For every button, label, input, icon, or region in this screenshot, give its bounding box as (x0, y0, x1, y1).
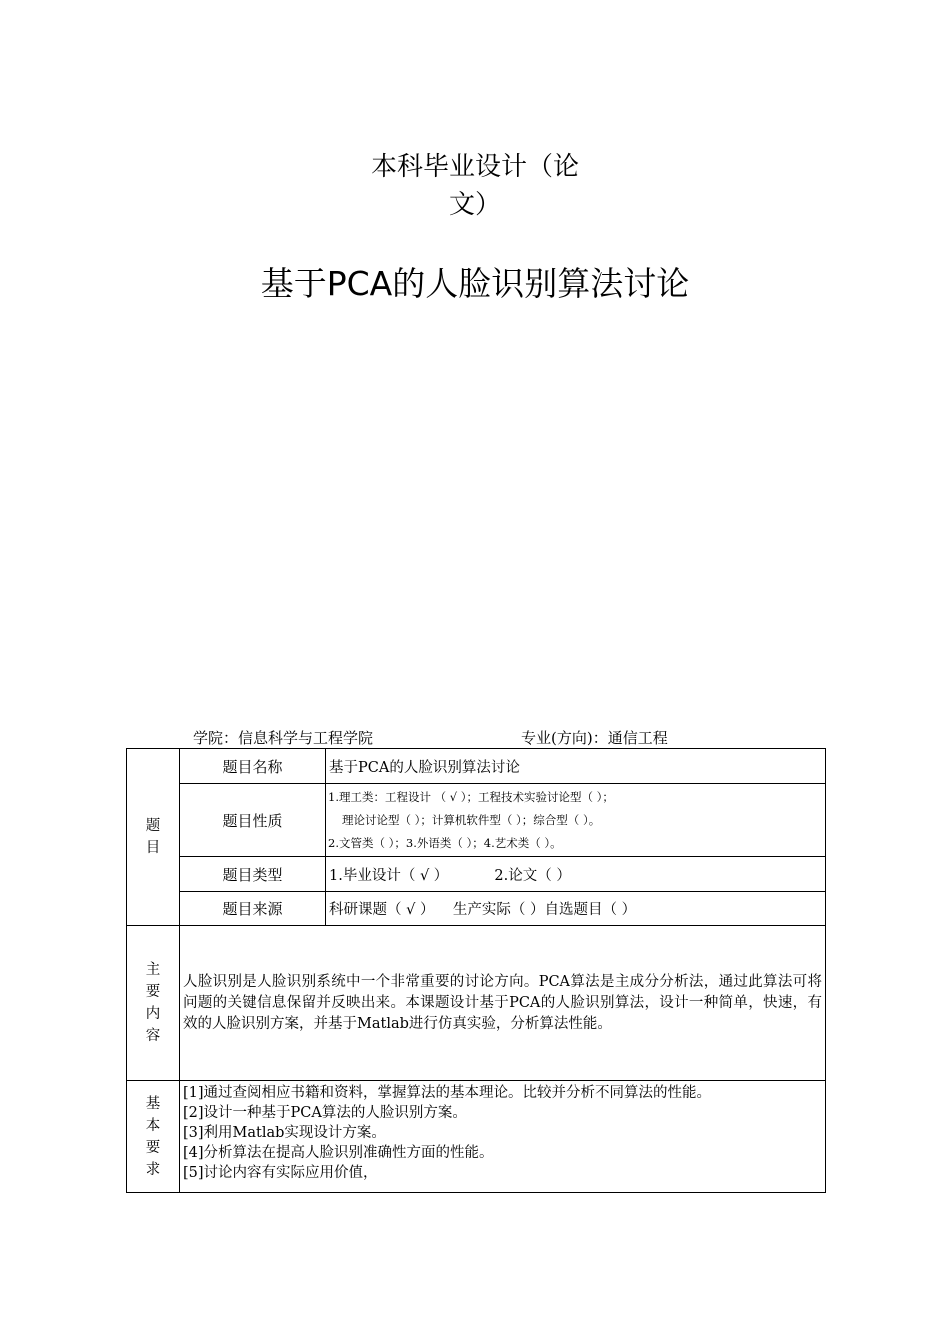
table-row-topic-nature (127, 784, 826, 857)
topic-type-label: 题目类型 (180, 857, 326, 892)
table-row-topic-source (127, 892, 826, 926)
requirement-item: [5]讨论内容有实际应用价值， (183, 1165, 378, 1181)
section-label-requirements: 基 本 要 求 (127, 1081, 180, 1193)
task-table (126, 748, 826, 1193)
requirement-item: [3]利用Matlab实现设计方案。 (183, 1125, 386, 1141)
topic-name-label: 题目名称 (180, 749, 326, 784)
requirements-list (180, 1081, 826, 1193)
table-row-topic-name (127, 749, 826, 784)
table-row-topic-type (127, 857, 826, 892)
thesis-title: 基于PCA的人脸识别算法讨论 (260, 264, 690, 303)
doc-title-line-1: 本科毕业设计（论 (370, 152, 579, 182)
topic-source-label: 题目来源 (180, 892, 326, 926)
college-label: 学院：信息科学与工程学院 (193, 729, 374, 747)
topic-type-value: 1.毕业设计（ √ ） 2.论文（ ） (326, 857, 826, 892)
nature-line-3: 2.文管类（ ）；3.外语类（ ）；4.艺术类（ ）。 (328, 835, 562, 850)
section-label-topic: 题 目 (127, 749, 180, 926)
major-label: 专业(方向)：通信工程 (521, 729, 668, 747)
requirement-item: [1]通过查阅相应书籍和资料，掌握算法的基本理论。比较并分析不同算法的性能。 (183, 1085, 712, 1101)
topic-name-value: 基于PCA的人脸识别算法讨论 (326, 749, 826, 784)
section-label-content: 主 要 内 容 (127, 926, 180, 1081)
table-row-requirements (127, 1081, 826, 1193)
topic-source-value: 科研课题（ √ ） 生产实际（ ）自选题目（ ） (326, 892, 826, 926)
requirement-item: [4]分析算法在提高人脸识别准确性方面的性能。 (183, 1145, 494, 1161)
requirement-item: [2]设计一种基于PCA算法的人脸识别方案。 (183, 1105, 467, 1121)
topic-nature-value (326, 784, 826, 857)
doc-title-line-2: 文） (448, 190, 501, 220)
document-type-title (300, 148, 650, 224)
nature-line-1: 1.理工类：工程设计 （ √ ）；工程技术实验讨论型（ ）； (328, 789, 614, 804)
topic-nature-label: 题目性质 (180, 784, 326, 857)
main-content-text: 人脸识别是人脸识别系统中一个非常重要的讨论方向。PCA算法是主成分分析法，通过此算法可将问题的关键信息保留并反映出来。本课题设计基于PCA的人脸识别算法，设计一种简单，快速，有效的人脸识别方案，并基于Matlab进行仿真实验，分析算法性能。 (180, 926, 826, 1081)
nature-line-2: 理论讨论型（ ）；计算机软件型（ ）；综合型（ ）。 (342, 812, 601, 827)
table-row-main-content (127, 926, 826, 1081)
